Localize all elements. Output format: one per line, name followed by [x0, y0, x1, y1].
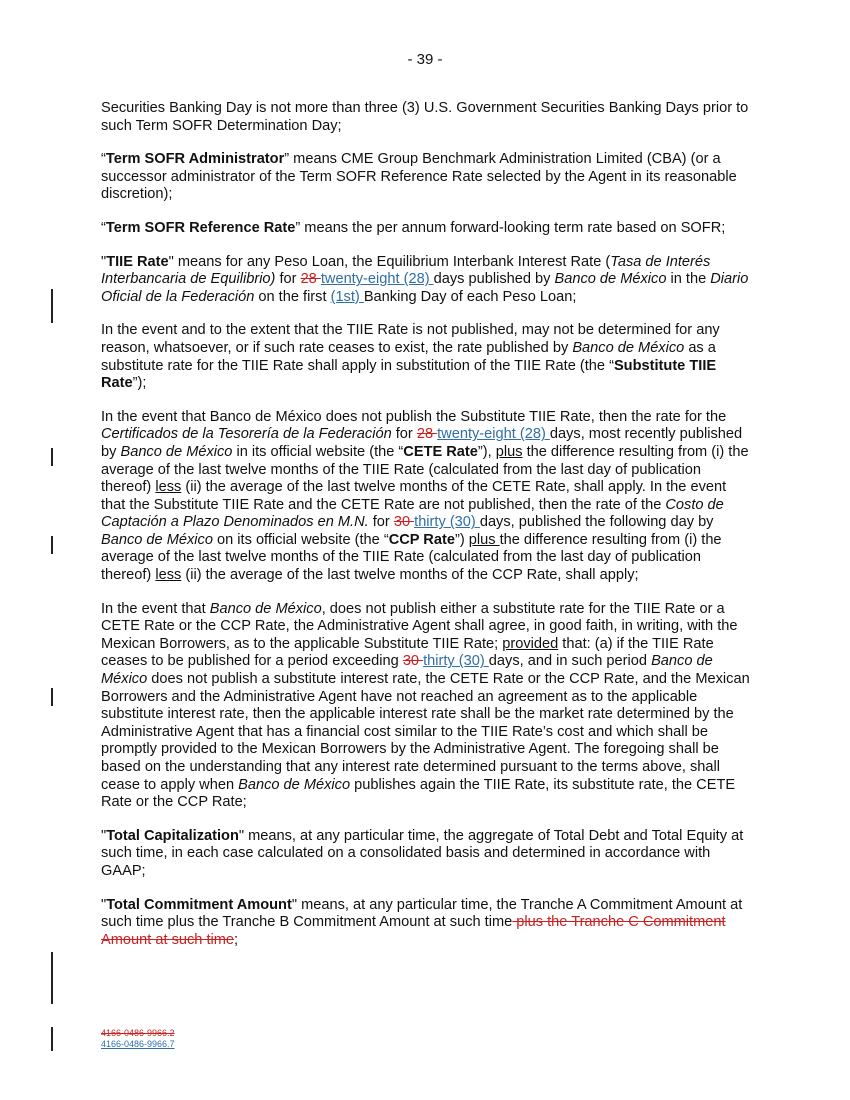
- paragraph-cete-ccp-rate: In the event that Banco de México does not publish the Substitute TIIE Rate, then the rate for the Certificados de la Tesorería de la Federación for 28 twenty-eight (28) days, most recently published by Banco de México in its official website (the “CETE Rate”), plus the difference resulting from (i) the average of the last twelve months of the TIIE Rate (calculated from the last day of publication thereof) less (ii) the average of the last twelve months of the CETE Rate, shall apply. In the event that the Substitute TIIE Rate and the CETE Rate are not published, then the rate of the Costo de Captación a Plazo Denominados en M.N. for 30 thirty (30) days, published the following day by Banco de México on its official website (the “CCP Rate”) plus the difference resulting from (i) the average of the last twelve months of the TIIE Rate (calculated from the last day of publication thereof) less (ii) the average of the last twelve months of the CCP Rate, shall apply;: [101, 408, 749, 584]
- inserted-text: thirty (30): [423, 653, 489, 670]
- paragraph-sofr-banking-day: Securities Banking Day is not more than three (3) U.S. Government Securities Banking Days prior to such Term SOFR Determination Day;: [101, 100, 749, 134]
- defined-term: Term SOFR Administrator: [105, 151, 285, 168]
- defined-term: Total Capitalization: [106, 827, 239, 844]
- defined-term: Term SOFR Reference Rate: [105, 219, 296, 236]
- footer-doc-id-deleted: 4166-0486-9966.2: [101, 1028, 175, 1038]
- change-bar: [51, 1027, 53, 1051]
- footer-document-ids: [101, 1028, 175, 1050]
- definition-total-capitalization: "Total Capitalization" means, at any particular time, the aggregate of Total Debt and Total Equity at such time, in each case calculated on a consolidated basis and determined in accordance with GAAP;: [101, 827, 744, 879]
- change-bar: [51, 289, 53, 323]
- inserted-text: (1st): [330, 288, 364, 305]
- change-bar: [51, 448, 53, 466]
- footer-doc-id-inserted: 4166-0486-9966.7: [101, 1039, 175, 1049]
- defined-term: CCP Rate: [388, 531, 455, 548]
- document-body: [101, 100, 751, 965]
- paragraph-substitute-tiie-rate: In the event and to the extent that the TIIE Rate is not published, may not be determined for any reason, whatsoever, or if such rate ceases to exist, the rate published by Banco de México as a substitute rate for the TIIE Rate shall apply in substitution of the TIIE Rate (the “Substitute TIIE Rate”);: [101, 322, 720, 392]
- definition-term-sofr-reference-rate: “Term SOFR Reference Rate” means the per annum forward-looking term rate based on SOFR;: [101, 219, 726, 236]
- deleted-text: 30: [393, 514, 415, 531]
- definition-term-sofr-administrator: “Term SOFR Administrator” means CME Group Benchmark Administration Limited (CBA) (or a successor administrator of the Term SOFR Reference Rate selected by the Agent in its reasonable discretion);: [101, 151, 737, 203]
- deleted-text: 30: [402, 653, 424, 670]
- inserted-text: twenty-eight (28): [320, 271, 434, 288]
- paragraph-no-substitute-rate: In the event that Banco de México, does not publish either a substitute rate for the TIIE Rate or a CETE Rate or the CCP Rate, the Administrative Agent shall agree, in good faith, in writing, with the Mexican Borrowers, as to the applicable Substitute TIIE Rate; provided that: (a) if the TIIE Rate ceases to be published for a period exceeding 30 thirty (30) days, and in such period Banco de México does not publish a substitute interest rate, the CETE Rate or the CCP Rate, and the Mexican Borrowers and the Administrative Agent have not reached an agreement as to the applicable substitute interest rate, then the applicable interest rate shall be the market rate determined by the Administrative Agent that has a financial cost similar to the TIIE Rate’s cost and which shall be promptly provided to the Mexican Borrowers by the Administrative Agent. The foregoing shall be based on the understanding that any interest rate determined pursuant to the terms above, shall cease to apply when Banco de México publishes again the TIIE Rate, its substitute rate, the CETE Rate or the CCP Rate;: [101, 600, 750, 811]
- definition-tiie-rate: "TIIE Rate" means for any Peso Loan, the Equilibrium Interbank Interest Rate (Tasa de Interés Interbancaria de Equilibrio) for 28 twenty-eight (28) days published by Banco de México in the Diario Oficial de la Federación on the first (1st) Banking Day of each Peso Loan;: [101, 253, 749, 305]
- deleted-text: 28: [416, 426, 438, 443]
- change-bar: [51, 536, 53, 554]
- defined-term: Substitute TIIE Rate: [101, 357, 717, 392]
- defined-term: Total Commitment Amount: [106, 896, 292, 913]
- deleted-text: 28: [300, 271, 321, 288]
- deleted-text: plus the Tranche C Commitment Amount at such time: [101, 914, 726, 948]
- definition-total-commitment-amount: "Total Commitment Amount" means, at any particular time, the Tranche A Commitment Amount at such time plus the Tranche B Commitment Amount at such time plus the Tranche C Commitment Amount at such time;: [101, 896, 743, 948]
- defined-term: TIIE Rate: [106, 253, 169, 270]
- defined-term: CETE Rate: [403, 443, 478, 460]
- page-number: - 39 -: [407, 51, 443, 68]
- inserted-text: twenty-eight (28): [437, 426, 550, 443]
- inserted-text: thirty (30): [414, 514, 480, 531]
- change-bar: [51, 688, 53, 706]
- change-bar: [51, 952, 53, 1004]
